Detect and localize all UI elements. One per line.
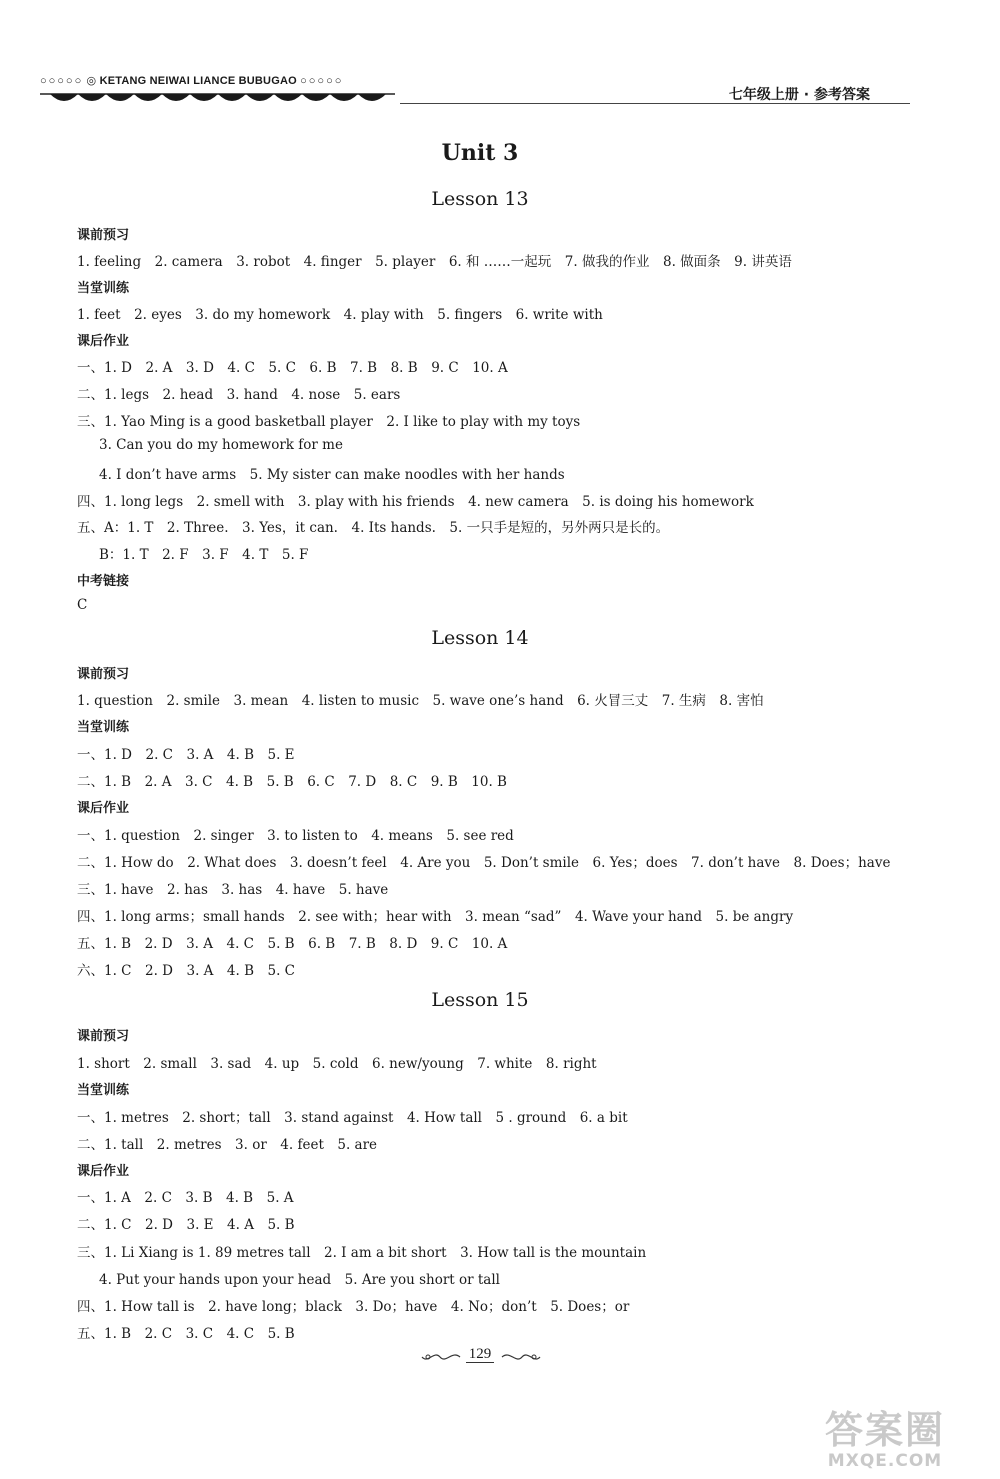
answer-line: 1. feeling 2. camera 3. robot 4. finger 5. player 6. 和 ……一起玩 7. 做我的作业 8. 做面条 9. 讲英语: [77, 254, 792, 270]
answer-line: 一、1. question 2. singer 3. to listen to 4. means 5. see red: [77, 828, 514, 844]
watermark: [790, 1408, 980, 1474]
circle-logo-icon: ◎: [86, 75, 97, 87]
header-book-title: 七年级上册 · 参考答案: [728, 87, 870, 103]
section-heading: 课前预习: [77, 228, 130, 243]
answer-line: 二、1. tall 2. metres 3. or 4. feet 5. are: [77, 1137, 378, 1153]
answer-line: 二、1. How do 2. What does 3. doesn’t feel 4. Are you 5. Don’t smile 6. Yes；does 7. don’t have 8. Does；have: [77, 855, 891, 871]
answer-line: 五、A：1. T 2. Three. 3. Yes，it can. 4. Its hands. 5. 一只手是短的，另外两只是长的。: [77, 520, 670, 536]
answer-line: 三、1. Yao Ming is a good basketball player 2. I like to play with my toys: [77, 414, 581, 430]
answer-line: 1. feet 2. eyes 3. do my homework 4. play with 5. fingers 6. write with: [77, 307, 603, 323]
header-right-dots: ○○○○○: [300, 75, 344, 87]
answer-line: 一、1. D 2. A 3. D 4. C 5. C 6. B 7. B 8. B 9. C 10. A: [77, 360, 508, 376]
section-heading: 当堂训练: [77, 1083, 130, 1098]
answer-line: 一、1. D 2. C 3. A 4. B 5. E: [77, 747, 295, 763]
answer-line: 一、1. A 2. C 3. B 4. B 5. A: [77, 1190, 294, 1206]
answer-line: 二、1. B 2. A 3. C 4. B 5. B 6. C 7. D 8. C 9. B 10. B: [77, 774, 507, 790]
wave-ornament-icon: [40, 90, 400, 106]
header-series-text: KETANG NEIWAI LIANCE BUBUGAO: [99, 75, 297, 87]
page-header: [40, 70, 910, 110]
answer-line: 四、1. long legs 2. smell with 3. play with his friends 4. new camera 5. is doing his homework: [77, 494, 754, 510]
answer-line: 六、1. C 2. D 3. A 4. B 5. C: [77, 963, 296, 979]
answer-line: 五、1. B 2. C 3. C 4. C 5. B: [77, 1326, 295, 1342]
watermark-url: MXQE.COM: [827, 1451, 943, 1471]
answer-line: 3. Can you do my homework for me: [99, 437, 343, 453]
unit-title: Unit 3: [441, 140, 519, 166]
answer-line: 4. I don’t have arms 5. My sister can make noodles with her hands: [99, 467, 565, 483]
answer-line: 二、1. legs 2. head 3. hand 4. nose 5. ears: [77, 387, 401, 403]
answer-line: 1. short 2. small 3. sad 4. up 5. cold 6. new/young 7. white 8. right: [77, 1056, 597, 1072]
section-heading: 当堂训练: [77, 720, 130, 735]
answer-line: C: [77, 597, 88, 613]
answer-line: 五、1. B 2. D 3. A 4. C 5. B 6. B 7. B 8. D 9. C 10. A: [77, 936, 508, 952]
answer-line: 三、1. Li Xiang is 1. 89 metres tall 2. I am a bit short 3. How tall is the mountain: [77, 1245, 647, 1261]
answer-line: 二、1. C 2. D 3. E 4. A 5. B: [77, 1217, 295, 1233]
lesson-title: Lesson 14: [431, 627, 529, 649]
header-series-label: [40, 74, 343, 87]
answer-line: B：1. T 2. F 3. F 4. T 5. F: [99, 547, 309, 563]
section-heading: 中考链接: [77, 574, 130, 589]
section-heading: 当堂训练: [77, 281, 130, 296]
answer-line: 4. Put your hands upon your head 5. Are you short or tall: [99, 1272, 500, 1288]
right-swirl-ornament-icon: [500, 1350, 542, 1364]
answer-line: 一、1. metres 2. short；tall 3. stand against 4. How tall 5 . ground 6. a bit: [77, 1110, 628, 1126]
header-left-dots: ○○○○○: [40, 75, 84, 87]
answer-line: 四、1. How tall is 2. have long；black 3. Do；have 4. No；don’t 5. Does；or: [77, 1299, 630, 1315]
section-heading: 课后作业: [77, 334, 130, 349]
section-heading: 课后作业: [77, 1164, 130, 1179]
answer-line: 三、1. have 2. has 3. has 4. have 5. have: [77, 882, 389, 898]
watermark-cn: 答案圈: [824, 1408, 945, 1452]
section-heading: 课前预习: [77, 667, 130, 682]
page-number: 129: [466, 1346, 495, 1363]
lesson-title: Lesson 13: [431, 188, 529, 210]
page-footer: [400, 1340, 560, 1370]
lesson-title: Lesson 15: [431, 989, 529, 1011]
answer-line: 四、1. long arms；small hands 2. see with；hear with 3. mean “sad” 4. Wave your hand 5. be angry: [77, 909, 794, 925]
section-heading: 课后作业: [77, 801, 130, 816]
answer-line: 1. question 2. smile 3. mean 4. listen to music 5. wave one’s hand 6. 火冒三丈 7. 生病 8. 害怕: [77, 693, 764, 709]
section-heading: 课前预习: [77, 1029, 130, 1044]
